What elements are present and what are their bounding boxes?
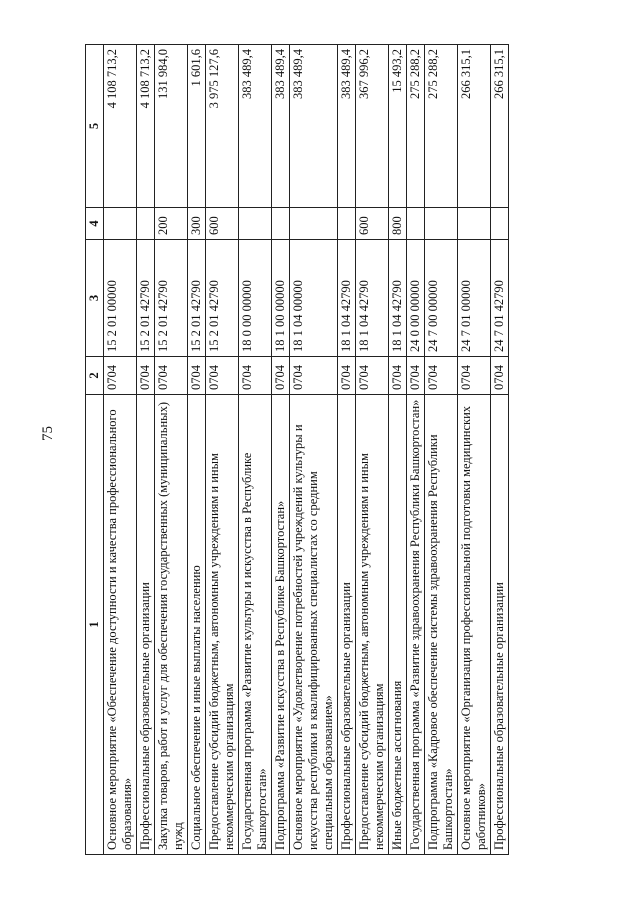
- row-name: Основное мероприятие «Удовлетворение потребностей учреждений культуры и искусства республики в квалифицированных специалистах со средним специальным образованием»: [290, 395, 338, 855]
- row-section-code: 0704: [155, 357, 188, 395]
- budget-table: [85, 44, 509, 855]
- row-name: Закупка товаров, работ и услуг для обеспечения государственных (муниципальных) нужд: [155, 395, 188, 855]
- row-amount: 275 288,2: [407, 45, 425, 208]
- table-row: [239, 45, 272, 855]
- row-name: Социальное обеспечение и иные выплаты населению: [188, 395, 206, 855]
- table-row: [188, 45, 206, 855]
- row-amount: 367 996,2: [356, 45, 389, 208]
- row-section-code: 0704: [407, 357, 425, 395]
- row-expense-type: 800: [389, 208, 407, 240]
- table-row: [155, 45, 188, 855]
- row-target-code: 18 1 04 42790: [356, 240, 389, 357]
- header-row: [86, 45, 104, 855]
- table-row: [356, 45, 389, 855]
- row-amount: 15 493,2: [389, 45, 407, 208]
- row-amount: 4 108 713,2: [137, 45, 155, 208]
- table-row: [407, 45, 425, 855]
- row-section-code: 0704: [239, 357, 272, 395]
- row-target-code: 18 1 04 42790: [389, 240, 407, 357]
- row-name: Профессиональные образовательные организации: [137, 395, 155, 855]
- row-amount: 4 108 713,2: [104, 45, 137, 208]
- row-target-code: 24 0 00 00000: [407, 240, 425, 357]
- table-row: [206, 45, 239, 855]
- row-expense-type: [272, 208, 290, 240]
- row-name: Подпрограмма «Развитие искусства в Республике Башкортостан»: [272, 395, 290, 855]
- row-name: Предоставление субсидий бюджетным, автономным учреждениям и иным некоммерческим организациям: [356, 395, 389, 855]
- row-section-code: 0704: [458, 357, 491, 395]
- row-section-code: 0704: [290, 357, 338, 395]
- row-section-code: 0704: [338, 357, 356, 395]
- row-expense-type: [239, 208, 272, 240]
- row-expense-type: 600: [356, 208, 389, 240]
- table-row: [389, 45, 407, 855]
- row-name: Подпрограмма «Кадровое обеспечение системы здравоохранения Республики Башкортостан»: [425, 395, 458, 855]
- row-expense-type: [104, 208, 137, 240]
- row-amount: 3 975 127,6: [206, 45, 239, 208]
- rotated-table-container: [85, 45, 555, 855]
- row-name: Профессиональные образовательные организации: [491, 395, 509, 855]
- row-section-code: 0704: [356, 357, 389, 395]
- row-name: Основное мероприятие «Организация профессиональной подготовки медицинских работников»: [458, 395, 491, 855]
- row-name: Профессиональные образовательные организации: [338, 395, 356, 855]
- row-target-code: 15 2 01 42790: [155, 240, 188, 357]
- row-name: Государственная программа «Развитие культуры и искусства в Республике Башкортостан»: [239, 395, 272, 855]
- row-expense-type: 300: [188, 208, 206, 240]
- row-amount: 266 315,1: [458, 45, 491, 208]
- row-amount: 383 489,4: [290, 45, 338, 208]
- column-header-3: 3: [86, 240, 104, 357]
- column-header-4: 4: [86, 208, 104, 240]
- row-section-code: 0704: [206, 357, 239, 395]
- column-header-1: 1: [86, 395, 104, 855]
- row-target-code: 15 2 01 00000: [104, 240, 137, 357]
- row-section-code: 0704: [137, 357, 155, 395]
- row-amount: 383 489,4: [239, 45, 272, 208]
- row-name: Предоставление субсидий бюджетным, автономным учреждениям и иным некоммерческим организациям: [206, 395, 239, 855]
- table-row: [137, 45, 155, 855]
- row-target-code: 18 1 04 42790: [338, 240, 356, 357]
- row-target-code: 18 1 04 00000: [290, 240, 338, 357]
- row-expense-type: [338, 208, 356, 240]
- row-amount: 266 315,1: [491, 45, 509, 208]
- row-section-code: 0704: [272, 357, 290, 395]
- table-row: [458, 45, 491, 855]
- row-expense-type: [407, 208, 425, 240]
- row-section-code: 0704: [425, 357, 458, 395]
- row-amount: 1 601,6: [188, 45, 206, 208]
- row-target-code: 24 7 01 42790: [491, 240, 509, 357]
- row-target-code: 24 7 01 00000: [458, 240, 491, 357]
- column-header-2: 2: [86, 357, 104, 395]
- row-target-code: 18 0 00 00000: [239, 240, 272, 357]
- row-target-code: 15 2 01 42790: [188, 240, 206, 357]
- table-row: [425, 45, 458, 855]
- table-row: [491, 45, 509, 855]
- row-target-code: 18 1 00 00000: [272, 240, 290, 357]
- table-row: [338, 45, 356, 855]
- row-expense-type: [137, 208, 155, 240]
- row-section-code: 0704: [188, 357, 206, 395]
- table-row: [290, 45, 338, 855]
- row-name: Государственная программа «Развитие здравоохранения Республики Башкортостан»: [407, 395, 425, 855]
- row-section-code: 0704: [491, 357, 509, 395]
- table-row: [104, 45, 137, 855]
- row-expense-type: [458, 208, 491, 240]
- row-target-code: 15 2 01 42790: [206, 240, 239, 357]
- row-amount: 383 489,4: [338, 45, 356, 208]
- row-expense-type: 600: [206, 208, 239, 240]
- row-expense-type: [425, 208, 458, 240]
- row-expense-type: [491, 208, 509, 240]
- row-expense-type: [290, 208, 338, 240]
- row-section-code: 0704: [389, 357, 407, 395]
- row-name: Основное мероприятие «Обеспечение доступности и качества профессионального образования»: [104, 395, 137, 855]
- row-amount: 383 489,4: [272, 45, 290, 208]
- row-target-code: 24 7 00 00000: [425, 240, 458, 357]
- row-amount: 131 984,0: [155, 45, 188, 208]
- table-row: [272, 45, 290, 855]
- row-section-code: 0704: [104, 357, 137, 395]
- column-header-5: 5: [86, 45, 104, 208]
- row-target-code: 15 2 01 42790: [137, 240, 155, 357]
- row-amount: 275 288,2: [425, 45, 458, 208]
- row-name: Иные бюджетные ассигнования: [389, 395, 407, 855]
- row-expense-type: 200: [155, 208, 188, 240]
- page-number: 75: [40, 426, 56, 441]
